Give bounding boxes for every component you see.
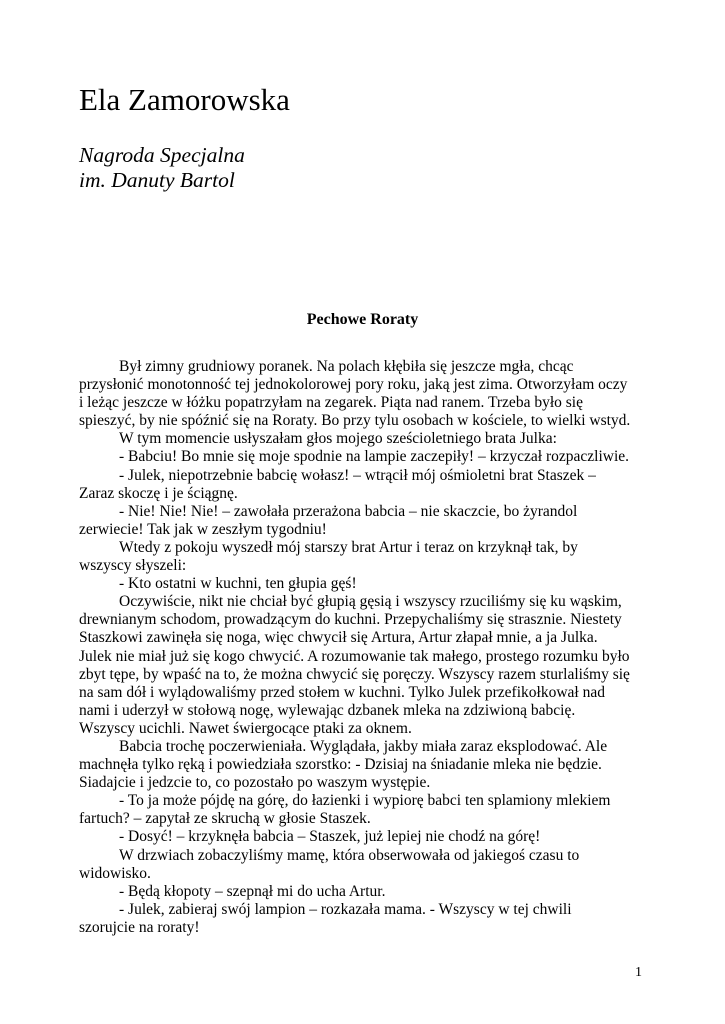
text-line: Wszyscy ucichli. Nawet świergocące ptaki za oknem. — [79, 719, 412, 737]
story-title: Pechowe Roraty — [306, 311, 419, 328]
text-line: W tym momencie usłyszałam głos mojego sześcioletniego brata Julka: — [119, 430, 557, 448]
text-line: przysłonić monotonność tej jednokolorowej pory roku, jaką jest zima. Otworzyłam oczy — [79, 376, 628, 394]
text-line: - Kto ostatni w kuchni, ten głupia gęś! — [119, 575, 357, 593]
text-line: - Nie! Nie! Nie! – zawołała przerażona babcia – nie skaczcie, bo żyrandol — [119, 502, 578, 520]
award-line: Nagroda Specjalna — [79, 143, 245, 167]
text-line: Zaraz skoczę i je ściągnę. — [79, 484, 238, 502]
page-number: 1 — [635, 965, 642, 980]
text-line: drewnianym schodom, prowadzącym do kuchni. Przepychaliśmy się strasznie. Niestety — [79, 611, 622, 629]
text-line: machnęła tylko ręką i powiedziała szorstko: - Dzisiaj na śniadanie mleka nie będzie. — [79, 756, 602, 774]
story-body — [79, 358, 647, 937]
author-name: Ela Zamorowska — [79, 82, 290, 117]
text-line: i leżąc jeszcze w łóżku popatrzyłam na zegarek. Piąta nad ranem. Trzeba było się — [79, 394, 583, 412]
text-line: - Julek, zabieraj swój lampion – rozkazała mama. - Wszyscy w tej chwili — [119, 900, 572, 918]
text-line: Babcia trochę poczerwieniała. Wyglądała, jakby miała zaraz eksplodować. Ale — [119, 737, 608, 755]
text-line: zerwiecie! Tak jak w zeszłym tygodniu! — [79, 520, 327, 538]
text-line: Julek nie miał już się kogo chwycić. A rozumowanie tak małego, prostego rozumku było — [79, 647, 630, 665]
text-line: - Będą kłopoty – szepnął mi do ucha Artur. — [119, 882, 386, 900]
text-line: W drzwiach zobaczyliśmy mamę, która obserwowała od jakiegoś czasu to — [119, 846, 580, 864]
text-line: widowisko. — [79, 864, 151, 882]
text-line: spieszyć, by nie spóźnić się na Roraty. Bo przy tylu osobach w kościele, to wielki wstyd. — [79, 412, 631, 430]
text-line: Był zimny grudniowy poranek. Na polach kłębiła się jeszcze mgła, chcąc — [119, 358, 574, 375]
award-block — [79, 143, 245, 193]
text-line: szorujcie na roraty! — [79, 918, 200, 936]
text-line: na sam dół i wylądowaliśmy przed stołem w kuchni. Tylko Julek przefikołkował nad — [79, 683, 605, 701]
text-line: - To ja może pójdę na górę, do łazienki i wypiorę babci ten splamiony mlekiem — [119, 792, 611, 810]
text-line: - Dosyć! – krzyknęła babcia – Staszek, już lepiej nie chodź na górę! — [119, 828, 541, 846]
text-line: - Julek, niepotrzebnie babcię wołasz! – wtrącił mój ośmioletni brat Staszek – — [119, 466, 596, 484]
award-line: im. Danuty Bartol — [79, 168, 235, 192]
text-line: nami i uderzył w stołową nogę, wylewając dzbanek mleka na zdziwioną babcię. — [79, 701, 576, 719]
text-line: zbyt tępe, by wpaść na to, że można chwycić się poręczy. Wszyscy razem sturlaliśmy się — [79, 665, 630, 683]
text-line: Wtedy z pokoju wyszedł mój starszy brat Artur i teraz on krzyknął tak, by — [119, 538, 578, 556]
text-line: Oczywiście, nikt nie chciał być głupią gęsią i wszyscy rzuciliśmy się ku wąskim, — [119, 593, 622, 611]
text-line: fartuch? – zapytał ze skruchą w głosie Staszek. — [79, 810, 371, 828]
text-line: - Babciu! Bo mnie się moje spodnie na lampie zaczepiły! – krzyczał rozpaczliwie. — [119, 448, 630, 466]
text-line: wszyscy słyszeli: — [79, 557, 187, 575]
text-line: Staszkowi zawinęła się noga, więc chwycił się Artura, Artur złapał mnie, a ja Julka. — [79, 629, 598, 647]
text-line: Siadajcie i jedzcie to, co pozostało po waszym występie. — [79, 774, 431, 792]
